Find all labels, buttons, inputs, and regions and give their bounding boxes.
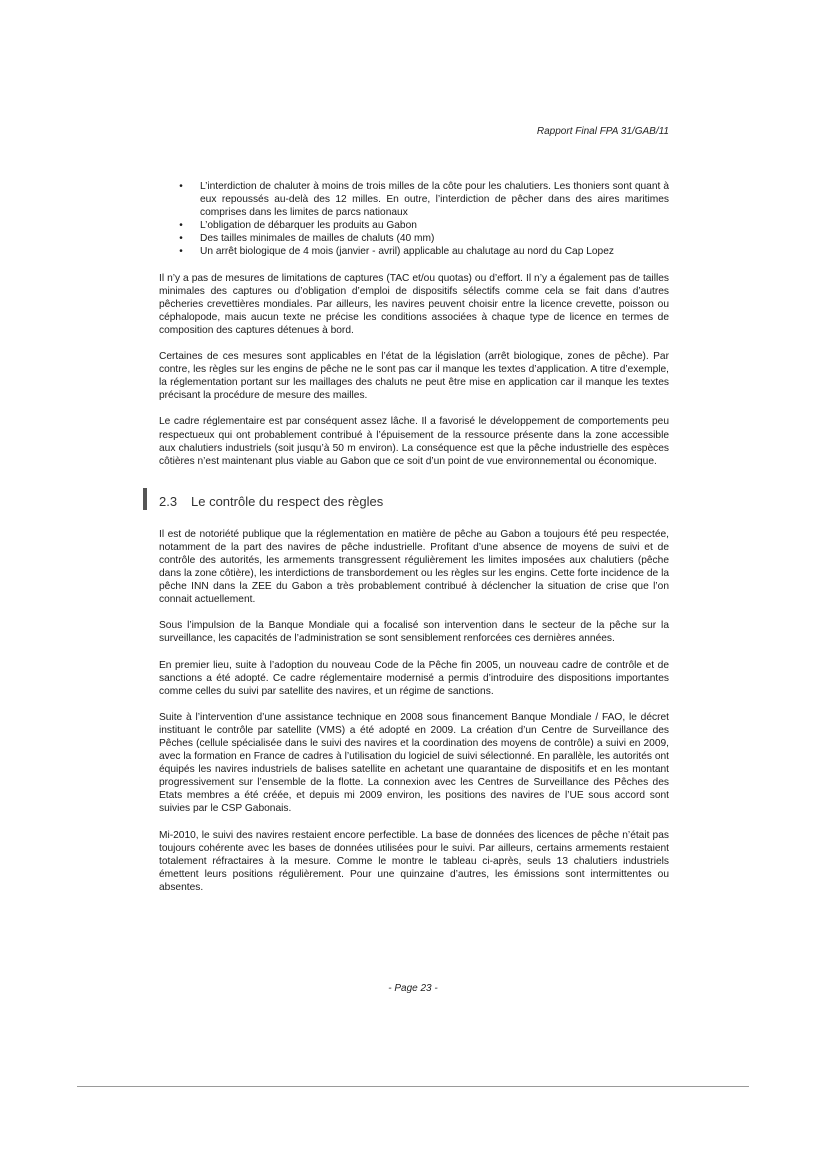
list-item [159,219,669,232]
page-number: - Page 23 - [388,983,438,994]
bullet-icon: • [179,220,183,232]
section-marker-bar [143,488,147,510]
bullet-icon: • [179,233,183,245]
bullet-icon: • [179,181,183,192]
list-item-text: Un arrêt biologique de 4 mois (janvier - avril) applicable au chalutage au nord du Cap Lopez [200,246,614,258]
section-title: Le contrôle du respect des règles [191,493,384,509]
paragraph: Il n’y a pas de mesures de limitations de captures (TAC et/ou quotas) ou d’effort. Il n’y a également pas de tailles minimales des captures ou d’obligation d’emploi de dispositifs sélectifs comme cela se fait dans d’autres pêcheries crevettières mondiales. Par ailleurs, les navires peuvent choisir entre la licence crevette, poisson ou céphalopode, mais aucun texte ne précise les conditions associées à chaque type de licence en termes de composition des captures détenues à bord. [159,272,669,336]
bullet-icon: • [179,246,183,258]
paragraph: Certaines de ces mesures sont applicables en l’état de la législation (arrêt biologique, zones de pêche). Par contre, les règles sur les engins de pêche ne le sont pas car il manque les textes d’application. A titre d’exemple, la réglementation portant sur les maillages des chaluts ne peut être mise en application car il manque les textes précisant la procédure de mesure des mailles. [159,351,669,402]
list-item [159,245,669,258]
paragraph: Suite à l’intervention d’une assistance technique en 2008 sous financement Banque Mondiale / FAO, le décret instituant le contrôle par satellite (VMS) a été adopté en 2009. La création d’un Centre de Surveillance des Pêches (cellule spécialisée dans le suivi des navires et la coordination des moyens de contrôle) a suivi en 2009, avec la formation en France de cadres à l’utilisation du logiciel de suivi sélectionné. En parallèle, les autorités ont équipés les navires industriels de balises satellite en achetant une quarantaine de dispositifs et en les montant progressivement sur l’ensemble de la flotte. La connexion avec les Centres de Surveillance des Pêches des Etats membres a été créée, et depuis mi 2009 environ, les positions des navires de l’UE sous accord sont suivies par le CSP Gabonais. [159,711,669,815]
list-item [159,232,669,245]
list-item-text: L’interdiction de chaluter à moins de trois milles de la côte pour les chalutiers. Les thoniers sont quant à eux repoussés au-delà des 12 milles. En outre, l’interdiction de pêcher dans des aires maritimes comprises dans les limites de parcs nationaux [200,181,669,219]
paragraph: Il est de notoriété publique que la réglementation en matière de pêche au Gabon a toujours été peu respectée, notamment de la part des navires de pêche industrielle. Profitant d’une absence de moyens de suivi et de contrôle des autorités, les armements transgressent régulièrement les limites imposées aux chalutiers (pêche dans la zone côtière), les interdictions de transbordement ou les règles sur les engins. Cette forte incidence de la pêche INN dans la ZEE du Gabon a très probablement contribué à déclencher la situation de crise que l’on connait actuellement. [159,528,669,606]
list-item-text: Des tailles minimales de mailles de chaluts (40 mm) [200,233,435,245]
measures-list [159,180,669,259]
list-item [159,180,669,219]
paragraph: En premier lieu, suite à l’adoption du nouveau Code de la Pêche fin 2005, un nouveau cadre de contrôle et de sanctions a été adopté. Ce cadre réglementaire modernisé a permis d’introduire des dispositions importantes comme celles du suivi par satellite des navires, et un régime de sanctions. [159,659,669,697]
section-heading [143,488,669,514]
paragraph: Mi-2010, le suivi des navires restaient encore perfectible. La base de données des licences de pêche n’était pas toujours cohérente avec les bases de données utilisées pour le suivi. Par ailleurs, certains armements restaient totalement réfractaires à la mesure. Comme le montre le tableau ci-après, seuls 13 chalutiers industriels émettent leurs positions régulièrement. Pour une quinzaine d’autres, les émissions sont intermittentes ou absentes. [159,829,669,893]
page-body [159,180,669,907]
paragraph: Sous l’impulsion de la Banque Mondiale qui a focalisé son intervention dans le secteur de la pêche sur la surveillance, les capacités de l’administration se sont sensiblement renforcées ces dernières années. [159,620,669,645]
paragraph: Le cadre réglementaire est par conséquent assez lâche. Il a favorisé le développement de comportements peu respectueux qui ont probablement contribué à l’épuisement de la ressource présente dans la zone accessible aux chalutiers industriels (soit jusqu’à 50 m environ). La conséquence est que la pêche industrielle des espèces côtières n’est maintenant plus viable au Gabon que ce soit d’un point de vue environnemental ou économique. [159,416,669,467]
footer-divider [77,1086,749,1087]
list-item-text: L’obligation de débarquer les produits au Gabon [200,220,417,232]
section-number: 2.3 [159,493,178,509]
report-reference: Rapport Final FPA 31/GAB/11 [536,126,669,137]
